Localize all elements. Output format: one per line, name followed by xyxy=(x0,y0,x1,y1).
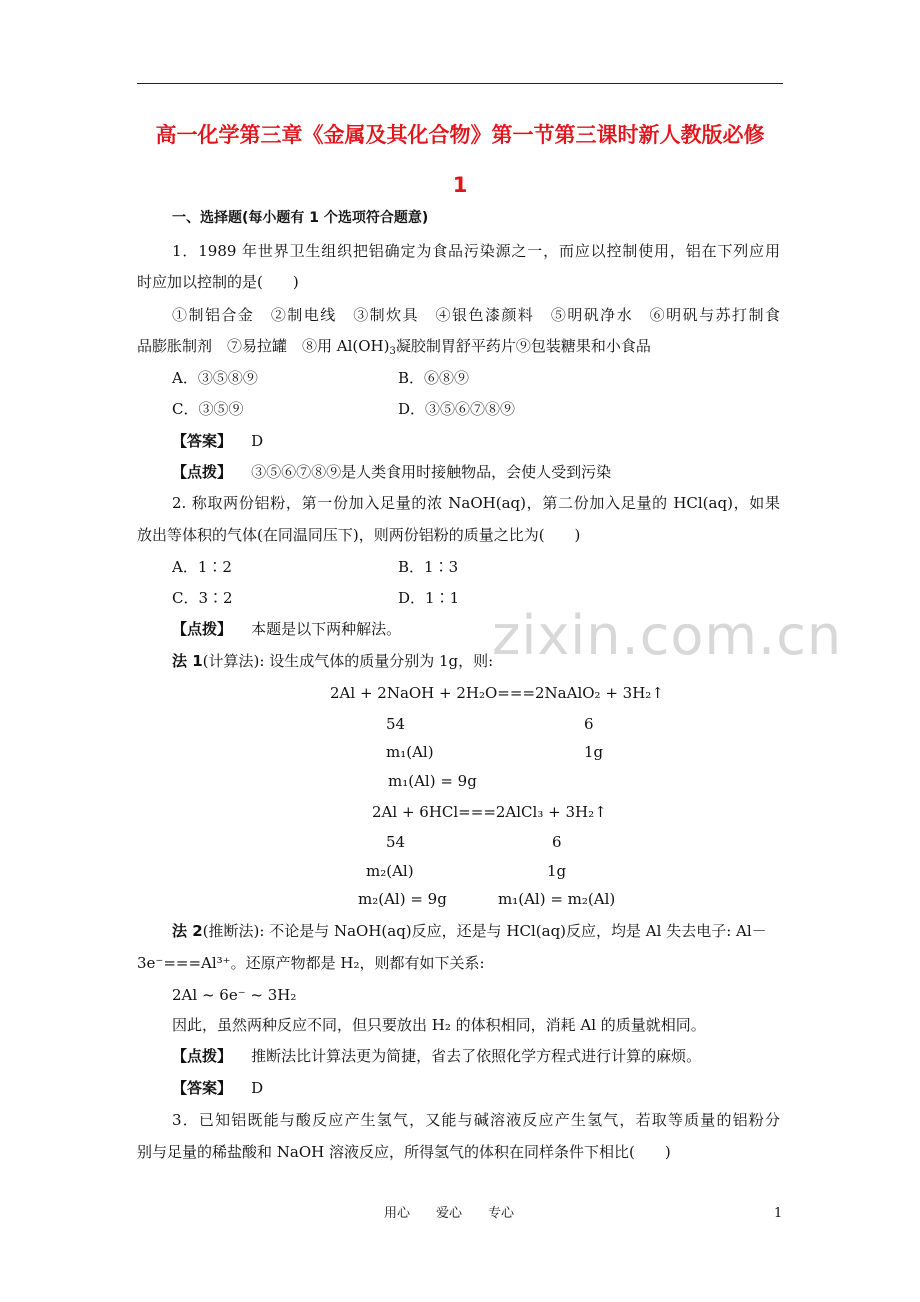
equation-hcl: 2Al + 6HCl===2AlCl₃ + 3H₂↑ xyxy=(372,803,607,821)
eq2-molar-mass-h2: 6 xyxy=(552,833,562,851)
eq2-mass-al: m₂(Al) xyxy=(366,862,414,880)
q2-option-c: C．3∶2 xyxy=(172,589,233,607)
eq1-mass-h2: 1g xyxy=(584,743,604,761)
document-title-line2: 1 xyxy=(452,173,468,197)
q1-answer: 【答案】 D xyxy=(172,432,264,450)
q2-answer: 【答案】 D xyxy=(172,1079,264,1097)
q1-stem-line1: 1．1989 年世界卫生组织把铝确定为食品污染源之一，而应以控制使用，铝在下列应用 xyxy=(172,242,780,260)
electron-relation: 2Al ~ 6e⁻ ~ 3H₂ xyxy=(172,986,297,1004)
eq1-molar-mass-al: 54 xyxy=(386,715,406,733)
q3-stem-line1: 3．已知铝既能与酸反应产生氢气，又能与碱溶液反应产生氢气，若取等质量的铝粉分 xyxy=(172,1111,780,1129)
q2-option-b: B．1∶3 xyxy=(398,558,459,576)
q2-tip2: 【点拨】 推断法比计算法更为简捷，省去了依照化学方程式进行计算的麻烦。 xyxy=(172,1047,702,1065)
eq1-result: m₁(Al) = 9g xyxy=(388,772,477,790)
footer-motto: 用心 爱心 专心 xyxy=(384,1206,515,1221)
section-heading: 一、选择题(每小题有 1 个选项符合题意) xyxy=(172,210,429,226)
header-rule xyxy=(137,83,783,84)
eq1-molar-mass-h2: 6 xyxy=(584,715,594,733)
q1-tip: 【点拨】 ③⑤⑥⑦⑧⑨是人类食用时接触物品，会使人受到污染 xyxy=(172,463,612,481)
q2-method2-line1: 法 2(推断法): 不论是与 NaOH(aq)反应，还是与 HCl(aq)反应，均是 Al 失去电子: Al－ xyxy=(172,922,767,940)
q3-stem-line2: 别与足量的稀盐酸和 NaOH 溶液反应，所得氢气的体积在同样条件下相比( ) xyxy=(137,1143,671,1161)
eq2-result: m₂(Al) = 9g xyxy=(358,890,447,908)
eq2-mass-h2: 1g xyxy=(547,862,567,880)
document-title-line1: 高一化学第三章《金属及其化合物》第一节第三课时新人教版必修 xyxy=(155,123,765,147)
eq1-mass-al: m₁(Al) xyxy=(386,743,434,761)
q1-stem-line2: 时应加以控制的是( ) xyxy=(137,273,299,291)
q1-option-d: D．③⑤⑥⑦⑧⑨ xyxy=(398,400,516,418)
q2-stem-line2: 放出等体积的气体(在同温同压下)，则两份铝粉的质量之比为( ) xyxy=(137,526,581,544)
page-number: 1 xyxy=(774,1206,783,1221)
q2-option-a: A．1∶2 xyxy=(172,558,232,576)
q2-option-d: D．1∶1 xyxy=(398,589,460,607)
watermark: zixin.com.cn xyxy=(492,604,843,667)
q2-method2-line2: 3e⁻===Al³⁺。还原产物都是 H₂，则都有如下关系: xyxy=(137,954,485,972)
q1-items-line1: ①制铝合金 ②制电线 ③制炊具 ④银色漆颜料 ⑤明矾净水 ⑥明矾与苏打制食 xyxy=(172,306,780,324)
q2-conclusion: 因此，虽然两种反应不同，但只要放出 H₂ 的体积相同，消耗 Al 的质量就相同。 xyxy=(172,1016,706,1034)
q2-stem-line1: 2. 称取两份铝粉，第一份加入足量的浓 NaOH(aq)，第二份加入足量的 HCl(aq)，如果 xyxy=(172,494,780,512)
q1-option-c: C．③⑤⑨ xyxy=(172,400,244,418)
q2-tip: 【点拨】 本题是以下两种解法。 xyxy=(172,620,402,638)
equation-naoh: 2Al + 2NaOH + 2H₂O===2NaAlO₂ + 3H₂↑ xyxy=(330,684,664,702)
q1-items-line2: 品膨胀制剂 ⑦易拉罐 ⑧用 $Al(OH)_3$凝胶制胃舒平药片⑨包装糖果和小食品 xyxy=(137,337,651,357)
mass-comparison: m₁(Al) = m₂(Al) xyxy=(498,890,616,908)
eq2-molar-mass-al: 54 xyxy=(386,833,406,851)
q1-option-b: B．⑥⑧⑨ xyxy=(398,369,470,387)
q2-method1: 法 1(计算法): 设生成气体的质量分别为 1g，则: xyxy=(172,652,494,670)
q1-option-a: A．③⑤⑧⑨ xyxy=(172,369,258,387)
